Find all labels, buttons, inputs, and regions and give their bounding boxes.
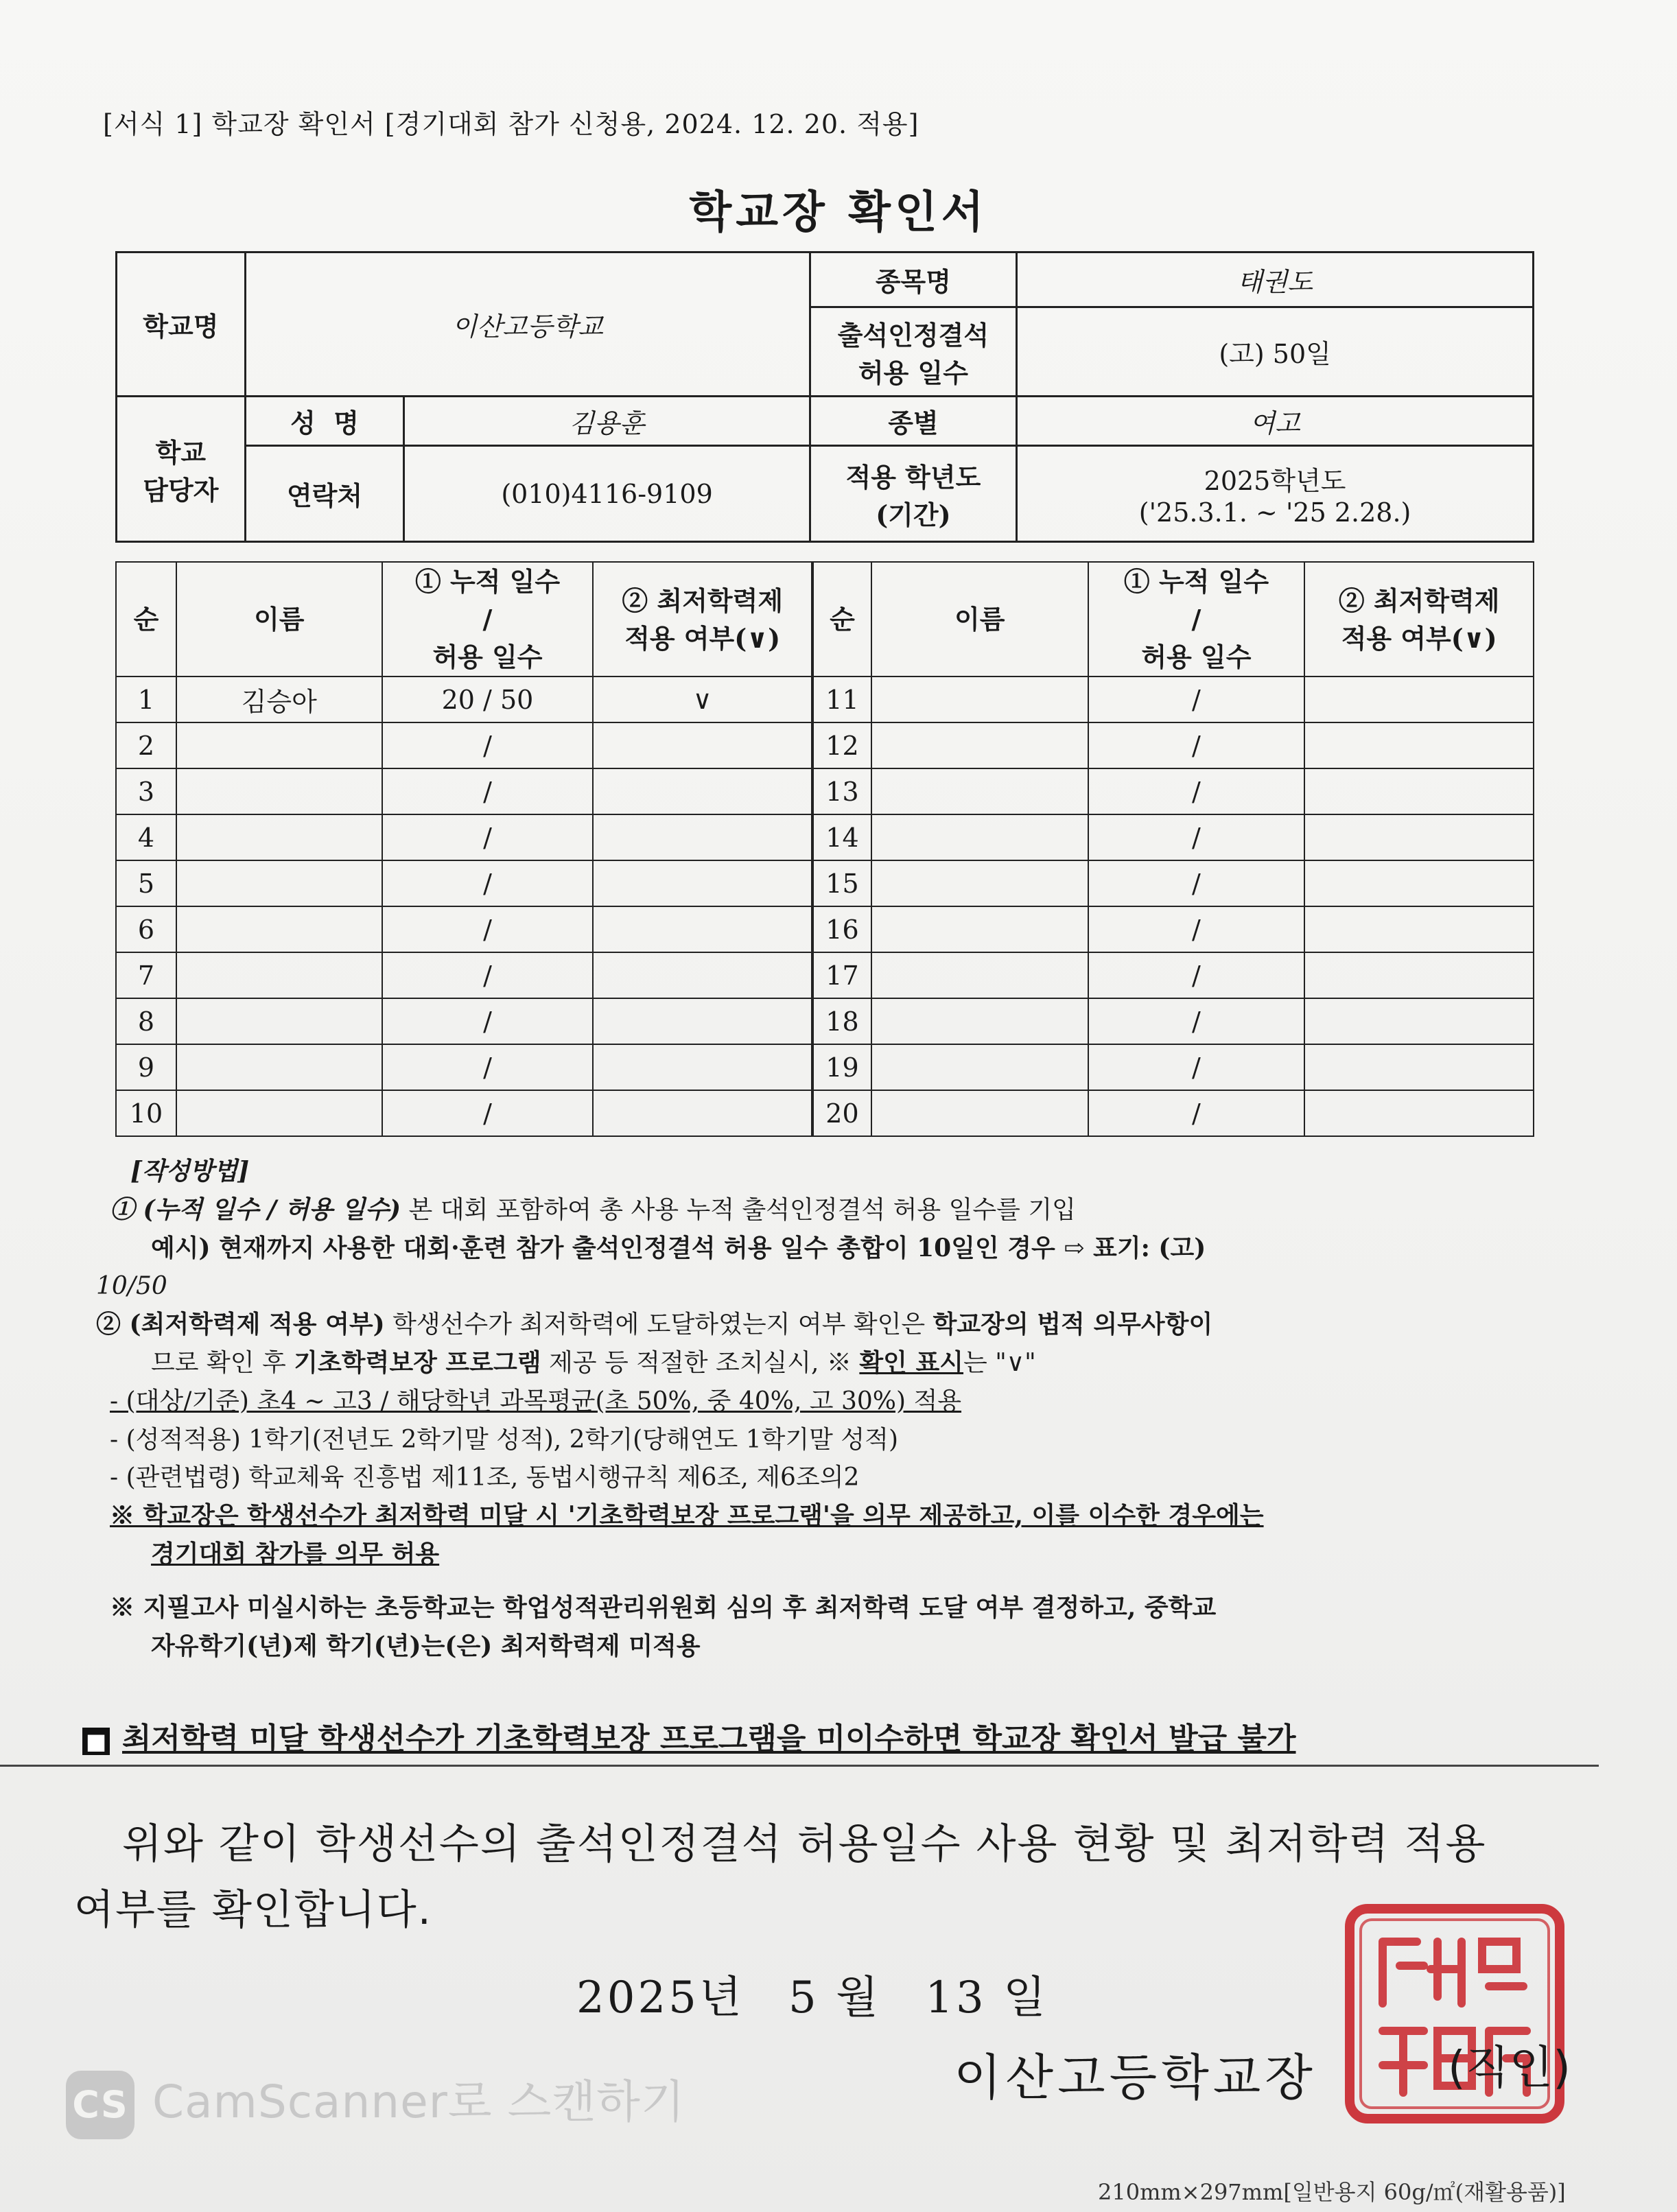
row-no: 8 <box>116 998 176 1044</box>
row-check-right <box>1304 952 1534 998</box>
row-name: 김승아 <box>176 676 382 722</box>
row-name <box>176 860 382 906</box>
row-no: 1 <box>116 676 176 722</box>
row-days: / <box>382 952 594 998</box>
table-row <box>116 952 1534 998</box>
row-name-right <box>871 768 1088 814</box>
header-days-right-2: / <box>1191 604 1201 635</box>
table-row <box>116 998 1534 1044</box>
year: 2025학년도 <box>1204 466 1346 496</box>
camscanner-watermark <box>66 2065 685 2139</box>
row-days-right: / <box>1088 952 1305 998</box>
date-day: 13 일 <box>925 1973 1048 2023</box>
notes-heading: [작성방법] <box>130 1157 250 1186</box>
row-days: / <box>382 998 594 1044</box>
note-6-line2: 경기대회 참가를 의무 허용 <box>151 1539 440 1568</box>
row-check <box>593 768 812 814</box>
note-1 <box>96 1191 1551 1229</box>
notice <box>82 1714 1537 1758</box>
row-name-right <box>871 722 1088 768</box>
row-name <box>176 768 382 814</box>
table-row <box>116 860 1534 906</box>
row-no: 4 <box>116 814 176 860</box>
header-name-2: 이름 <box>871 562 1088 676</box>
row-check <box>593 1090 812 1136</box>
writing-instructions <box>96 1153 1551 1665</box>
note-2-line2-d: 확인 표시 <box>859 1348 964 1377</box>
name-label: 성 명 <box>245 397 404 446</box>
row-name-right <box>871 1090 1088 1136</box>
row-days-right: / <box>1088 998 1305 1044</box>
row-check-right <box>1304 768 1534 814</box>
note-2-line2-c: 제공 등 적절한 조치실시, ※ <box>541 1348 860 1377</box>
year-label-2: (기간) <box>876 499 951 530</box>
header-min-right-2: 적용 여부(∨) <box>1341 622 1497 654</box>
table-row <box>116 768 1534 814</box>
header-days-right-3: 허용 일수 <box>1141 642 1252 673</box>
notice-text: 최저학력 미달 학생선수가 기초학력보장 프로그램을 미이수하면 학교장 확인서 발급 불가 <box>122 1721 1296 1756</box>
row-days: / <box>382 906 594 952</box>
seal-tag: (직인) <box>1448 2041 1571 2094</box>
row-days: / <box>382 722 594 768</box>
row-name-right <box>871 998 1088 1044</box>
header-min-right <box>1304 562 1534 676</box>
row-no-right: 20 <box>812 1090 871 1136</box>
allowed-days-label-1: 출석인정결석 <box>837 319 989 351</box>
row-no: 9 <box>116 1044 176 1090</box>
row-days: / <box>382 814 594 860</box>
row-no-right: 17 <box>812 952 871 998</box>
row-check-right <box>1304 1090 1534 1136</box>
note-2-text-a: 학생선수가 최저학력에 도달하였는지 여부 확인은 <box>384 1310 933 1339</box>
row-check-right <box>1304 722 1534 768</box>
header-days-2: / <box>482 604 493 635</box>
row-check-right <box>1304 860 1534 906</box>
row-days-right: / <box>1088 722 1305 768</box>
note-1-example: 예시) 현재까지 사용한 대회·훈련 참가 출석인정결석 허용 일수 총합이 10일인 경우 ⇨ 표기: (고) <box>151 1233 1206 1262</box>
row-days-right: / <box>1088 1044 1305 1090</box>
row-name <box>176 1090 382 1136</box>
year-label <box>810 446 1017 542</box>
issue-date <box>576 1962 1076 2025</box>
header-no: 순 <box>116 562 176 676</box>
note-5: - (관련법령) 학교체육 진흥법 제11조, 동법시행규칙 제6조, 제6조의2 <box>110 1463 860 1492</box>
phone-label: 연락처 <box>245 446 404 542</box>
row-check <box>593 1044 812 1090</box>
principal-name: 이산고등학교장 <box>954 2049 1317 2106</box>
row-name-right <box>871 676 1088 722</box>
header-days-1: ① 누적 일수 <box>414 566 561 597</box>
row-no-right: 19 <box>812 1044 871 1090</box>
row-name <box>176 722 382 768</box>
row-name-right <box>871 952 1088 998</box>
header-days <box>382 562 594 676</box>
contact-name: 김용훈 <box>404 397 810 446</box>
watermark-text: CamScanner로 스캔하기 <box>152 2075 685 2128</box>
note-2-bold: ② (최저학력제 적용 여부) <box>96 1310 385 1339</box>
row-check-right <box>1304 814 1534 860</box>
header-min-right-1: ② 최저학력제 <box>1338 585 1500 616</box>
note-1-bold: ① (누적 일수 / 허용 일수) <box>110 1195 401 1224</box>
row-no-right: 15 <box>812 860 871 906</box>
notice-box-icon: ■ <box>82 1728 110 1755</box>
row-days-right: / <box>1088 1090 1305 1136</box>
row-no: 2 <box>116 722 176 768</box>
row-days-right: / <box>1088 676 1305 722</box>
table-row <box>116 1090 1534 1136</box>
allowed-days-label <box>810 307 1017 397</box>
row-check-right <box>1304 1044 1534 1090</box>
row-no: 6 <box>116 906 176 952</box>
row-check: ∨ <box>593 676 812 722</box>
note-3: - (대상/기준) 초4 ~ 고3 / 해당학년 과목평균(초 50%, 중 40%, 고 30%) 적용 <box>110 1387 962 1415</box>
row-no-right: 14 <box>812 814 871 860</box>
date-month: 5 월 <box>788 1973 881 2023</box>
confirm-line-2: 여부를 확인합니다. <box>74 1886 432 1934</box>
header-name: 이름 <box>176 562 382 676</box>
row-days-right: / <box>1088 906 1305 952</box>
row-name <box>176 814 382 860</box>
roster-body <box>116 676 1534 1136</box>
note-4: - (성적적용) 1학기(전년도 2학기말 성적), 2학기(당해연도 1학기말 성적) <box>110 1425 898 1454</box>
paper-spec-footer: 210mm×297mm[일반용지 60g/㎡(재활용품)] <box>1098 2179 1566 2205</box>
row-days-right: / <box>1088 860 1305 906</box>
row-no-right: 12 <box>812 722 871 768</box>
camscanner-logo-icon: CS <box>66 2071 134 2139</box>
phone-value: (010)4116-9109 <box>404 446 810 542</box>
table-row <box>116 1044 1534 1090</box>
note-6-line1: ※ 학교장은 학생선수가 최저학력 미달 시 '기초학력보장 프로그램'을 의무 제공하고, 이를 이수한 경우에는 <box>110 1501 1264 1531</box>
row-days: / <box>382 860 594 906</box>
row-name-right <box>871 1044 1088 1090</box>
row-no-right: 18 <box>812 998 871 1044</box>
row-no: 7 <box>116 952 176 998</box>
row-name <box>176 998 382 1044</box>
note-2-line2-a: 므로 확인 후 <box>151 1348 294 1377</box>
note-2-text-b: 학교장의 법적 의무사항이 <box>933 1310 1213 1339</box>
year-value <box>1017 446 1534 542</box>
note-2-line2-e: 는 "∨" <box>963 1348 1036 1377</box>
row-name-right <box>871 814 1088 860</box>
row-days: 20 / 50 <box>382 676 594 722</box>
period: ('25.3.1. ~ '25 2.28.) <box>1138 497 1411 528</box>
category-value: 여고 <box>1017 397 1534 446</box>
header-days-3: 허용 일수 <box>432 642 543 673</box>
note-7-line2: 자유학기(년)제 학기(년)는(은) 최저학력제 미적용 <box>151 1631 701 1660</box>
table-row <box>116 906 1534 952</box>
roster-table <box>115 561 1534 1137</box>
note-2 <box>96 1306 1551 1344</box>
row-check <box>593 906 812 952</box>
table-row <box>116 814 1534 860</box>
note-1-example-2: 10/50 <box>96 1272 167 1301</box>
header-days-right-1: ① 누적 일수 <box>1123 566 1269 597</box>
row-days: / <box>382 1044 594 1090</box>
row-check <box>593 722 812 768</box>
category-label: 종별 <box>810 397 1017 446</box>
row-no: 3 <box>116 768 176 814</box>
row-name <box>176 1044 382 1090</box>
note-2-line2 <box>96 1344 1551 1382</box>
row-check <box>593 998 812 1044</box>
row-name <box>176 952 382 998</box>
row-no-right: 13 <box>812 768 871 814</box>
info-table <box>115 251 1534 543</box>
row-no: 5 <box>116 860 176 906</box>
row-check-right <box>1304 998 1534 1044</box>
year-label-1: 적용 학년도 <box>845 461 981 493</box>
page-title: 학교장 확인서 <box>689 187 988 238</box>
allowed-days-value: (고) 50일 <box>1017 307 1534 397</box>
row-check-right <box>1304 676 1534 722</box>
header-no-2: 순 <box>812 562 871 676</box>
header-min-1: ② 최저학력제 <box>622 585 784 616</box>
form-label: [서식 1] 학교장 확인서 [경기대회 참가 신청용, 2024. 12. 20. 적용] <box>103 109 919 139</box>
table-row <box>116 676 1534 722</box>
roster-header-row <box>116 562 1534 676</box>
row-check <box>593 814 812 860</box>
row-name-right <box>871 906 1088 952</box>
contact-label-2: 담당자 <box>143 474 219 506</box>
header-days-right <box>1088 562 1305 676</box>
table-row <box>116 722 1534 768</box>
note-1-text: 본 대회 포함하여 총 사용 누적 출석인정결석 허용 일수를 기입 <box>401 1195 1076 1224</box>
row-check-right <box>1304 906 1534 952</box>
allowed-days-label-2: 허용 일수 <box>858 357 968 388</box>
row-days: / <box>382 1090 594 1136</box>
divider <box>0 1765 1599 1767</box>
school-name-label: 학교명 <box>117 252 246 397</box>
confirm-line-1: 위와 같이 학생선수의 출석인정결석 허용일수 사용 현황 및 최저학력 적용 <box>122 1820 1487 1868</box>
contact-label <box>117 397 246 542</box>
row-days-right: / <box>1088 814 1305 860</box>
row-check <box>593 860 812 906</box>
row-days: / <box>382 768 594 814</box>
sport-label: 종목명 <box>810 252 1017 307</box>
row-no: 10 <box>116 1090 176 1136</box>
row-days-right: / <box>1088 768 1305 814</box>
row-name <box>176 906 382 952</box>
header-min <box>593 562 812 676</box>
contact-label-1: 학교 <box>155 436 207 468</box>
header-min-2: 적용 여부(∨) <box>624 622 781 654</box>
note-7-line1: ※ 지필고사 미실시하는 초등학교는 학업성적관리위원회 심의 후 최저학력 도달 여부 결정하고, 중학교 <box>110 1592 1217 1622</box>
row-no-right: 16 <box>812 906 871 952</box>
row-check <box>593 952 812 998</box>
row-no-right: 11 <box>812 676 871 722</box>
sport-value: 태권도 <box>1017 252 1534 307</box>
row-name-right <box>871 860 1088 906</box>
date-year: 2025년 <box>576 1973 744 2023</box>
note-2-line2-b: 기초학력보장 프로그램 <box>294 1348 541 1377</box>
school-name: 이산고등학교 <box>245 252 810 397</box>
